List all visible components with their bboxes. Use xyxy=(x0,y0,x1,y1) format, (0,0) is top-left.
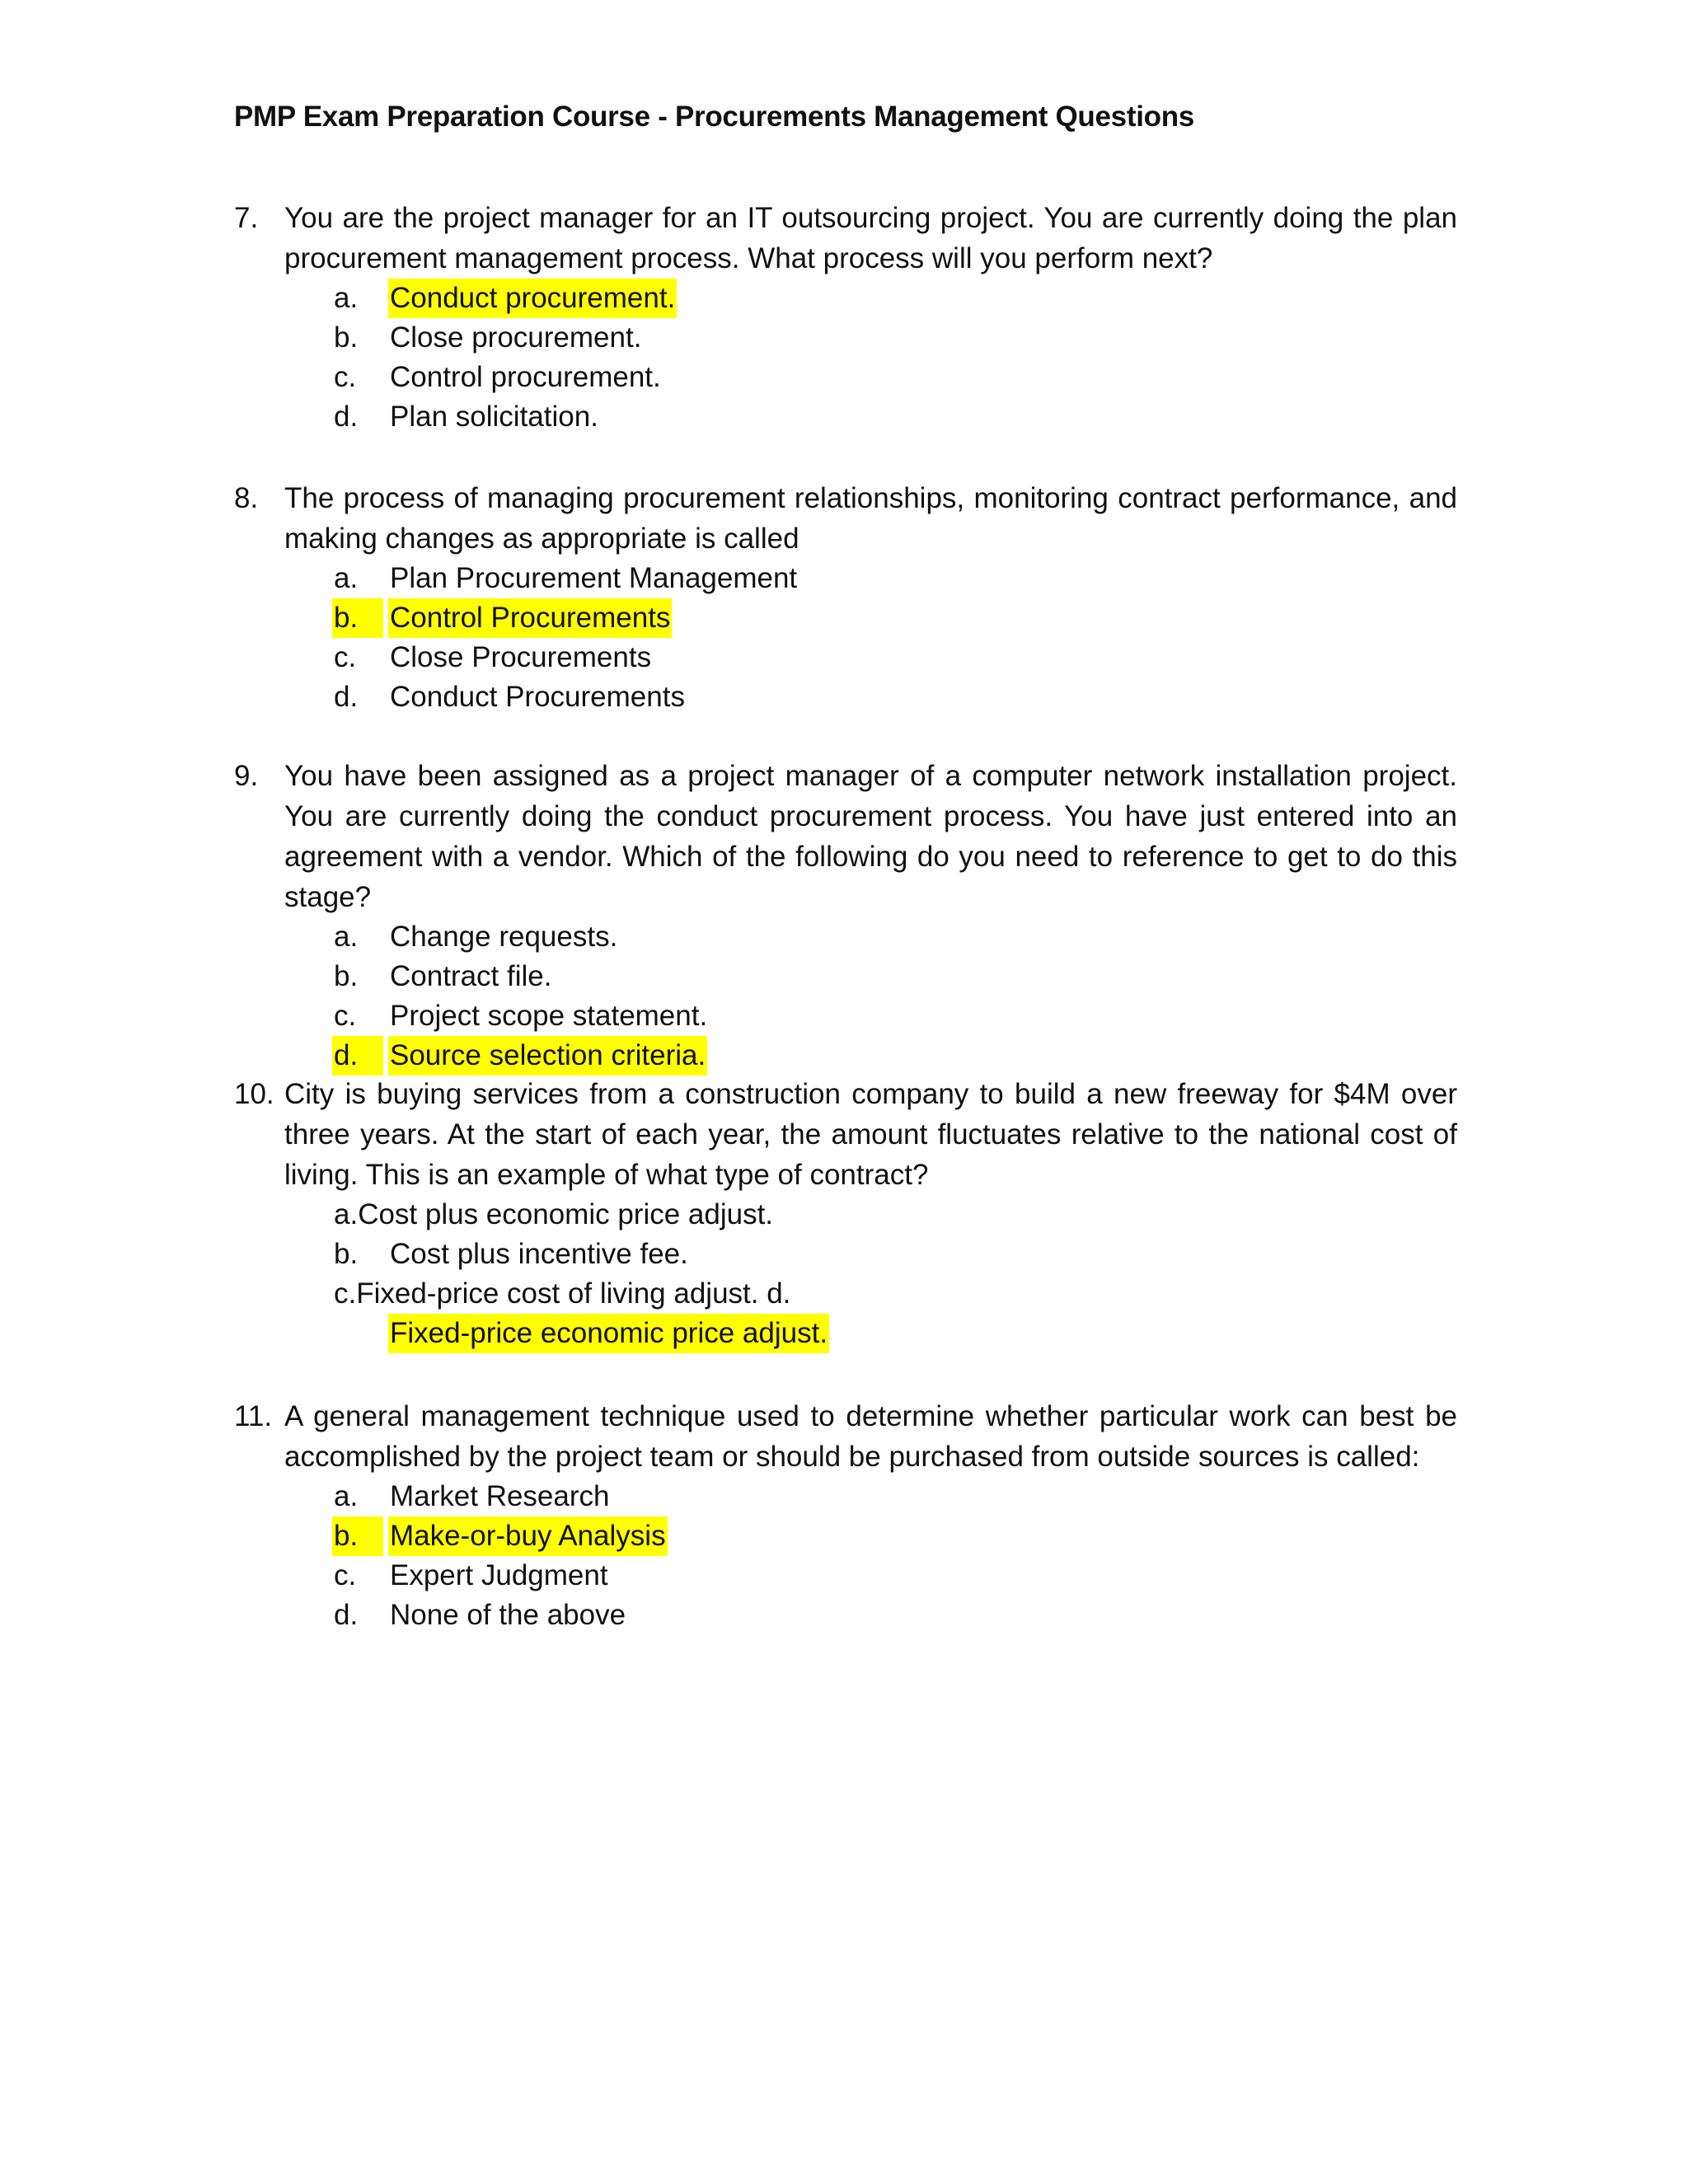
option-c xyxy=(234,1274,1457,1314)
option-text: c.Fixed-price cost of living adjust. d. xyxy=(334,1277,791,1310)
option-text: Contract file. xyxy=(390,960,552,992)
question-number: 7. xyxy=(234,202,259,234)
question-text: You are the project manager for an IT outsourcing project. You are currently doing the plan procurement management process. What process will you perform next? xyxy=(284,202,1457,274)
option-text: Close Procurements xyxy=(390,641,652,673)
question-number: 10. xyxy=(234,1078,274,1110)
option-list xyxy=(234,1477,1457,1635)
question-11 xyxy=(234,1396,1457,1635)
option-b xyxy=(234,318,1457,358)
option-d xyxy=(234,1036,1457,1076)
option-letter-highlighted: b. xyxy=(332,1516,383,1556)
option-list xyxy=(234,559,1457,717)
option-c xyxy=(234,358,1457,397)
question-number: 9. xyxy=(234,760,259,792)
option-d xyxy=(234,397,1457,437)
option-list xyxy=(234,1195,1457,1353)
option-b xyxy=(234,1235,1457,1274)
option-letter-highlighted: d. xyxy=(332,1036,383,1076)
question-10 xyxy=(234,1074,1457,1353)
option-a xyxy=(234,917,1457,957)
option-text: Conduct Procurements xyxy=(390,681,685,713)
option-d xyxy=(234,677,1457,717)
option-text-highlighted: Source selection criteria. xyxy=(388,1036,707,1076)
option-text-highlighted: Make-or-buy Analysis xyxy=(388,1516,668,1556)
option-text: Expert Judgment xyxy=(390,1559,608,1591)
option-text: None of the above xyxy=(390,1599,626,1631)
option-text: Project scope statement. xyxy=(390,1000,708,1032)
option-c xyxy=(234,638,1457,677)
option-letter: a. xyxy=(334,562,359,594)
option-text: Cost plus incentive fee. xyxy=(390,1238,688,1270)
option-letter: b. xyxy=(334,1238,359,1270)
document-title: PMP Exam Preparation Course - Procurements Management Questions xyxy=(234,101,1194,133)
option-text: Change requests. xyxy=(390,921,618,953)
question-8 xyxy=(234,478,1457,717)
option-letter: b. xyxy=(334,960,359,992)
option-a xyxy=(234,1477,1457,1516)
option-letter: a. xyxy=(334,921,359,953)
option-text-highlighted: Fixed-price economic price adjust. xyxy=(388,1314,829,1353)
question-text: City is buying services from a construction company to build a new freeway for $4M over three years. At the start of each year, the amount fluctuates relative to the national cost of living. This is an example of what type of contract? xyxy=(284,1078,1457,1191)
option-b xyxy=(234,1516,1457,1556)
option-text: Plan Procurement Management xyxy=(390,562,798,594)
question-9 xyxy=(234,756,1457,1076)
option-letter: a. xyxy=(334,1480,359,1512)
question-number: 11. xyxy=(234,1400,273,1432)
option-text-highlighted: Conduct procurement. xyxy=(388,279,677,318)
option-letter: a. xyxy=(334,282,359,314)
option-letter: b. xyxy=(334,321,359,354)
option-c xyxy=(234,1556,1457,1596)
question-text: The process of managing procurement relationships, monitoring contract performance, and making changes as appropriate is called xyxy=(284,482,1457,555)
option-text: Plan solicitation. xyxy=(390,401,598,433)
option-d xyxy=(234,1596,1457,1635)
option-a xyxy=(234,1195,1457,1235)
option-letter: c. xyxy=(334,1000,357,1032)
option-letter: c. xyxy=(334,641,357,673)
option-list xyxy=(234,917,1457,1076)
option-a xyxy=(234,279,1457,318)
option-d xyxy=(234,1314,1457,1353)
question-text: You have been assigned as a project manager of a computer network installation project. You are currently doing the conduct procurement process. You have just entered into an agreement with a vendor. Which of the following do you need to reference to get to do this stage? xyxy=(284,760,1457,913)
question-text: A general management technique used to determine whether particular work can best be accomplished by the project team or should be purchased from outside sources is called: xyxy=(284,1400,1457,1473)
option-text: Close procurement. xyxy=(390,321,642,354)
option-text-highlighted: Control Procurements xyxy=(388,598,672,638)
option-text: Control procurement. xyxy=(390,361,661,393)
option-text: a.Cost plus economic price adjust. xyxy=(334,1198,774,1230)
option-text: Market Research xyxy=(390,1480,610,1512)
question-7 xyxy=(234,198,1457,437)
option-a xyxy=(234,559,1457,598)
option-b xyxy=(234,598,1457,638)
option-c xyxy=(234,996,1457,1036)
option-b xyxy=(234,957,1457,996)
option-letter: d. xyxy=(334,401,359,433)
option-letter: c. xyxy=(334,1559,357,1591)
option-letter-highlighted: b. xyxy=(332,598,383,638)
option-letter: c. xyxy=(334,361,357,393)
option-letter: d. xyxy=(334,1599,359,1631)
question-number: 8. xyxy=(234,482,259,514)
option-letter: d. xyxy=(334,681,359,713)
option-list xyxy=(234,279,1457,437)
